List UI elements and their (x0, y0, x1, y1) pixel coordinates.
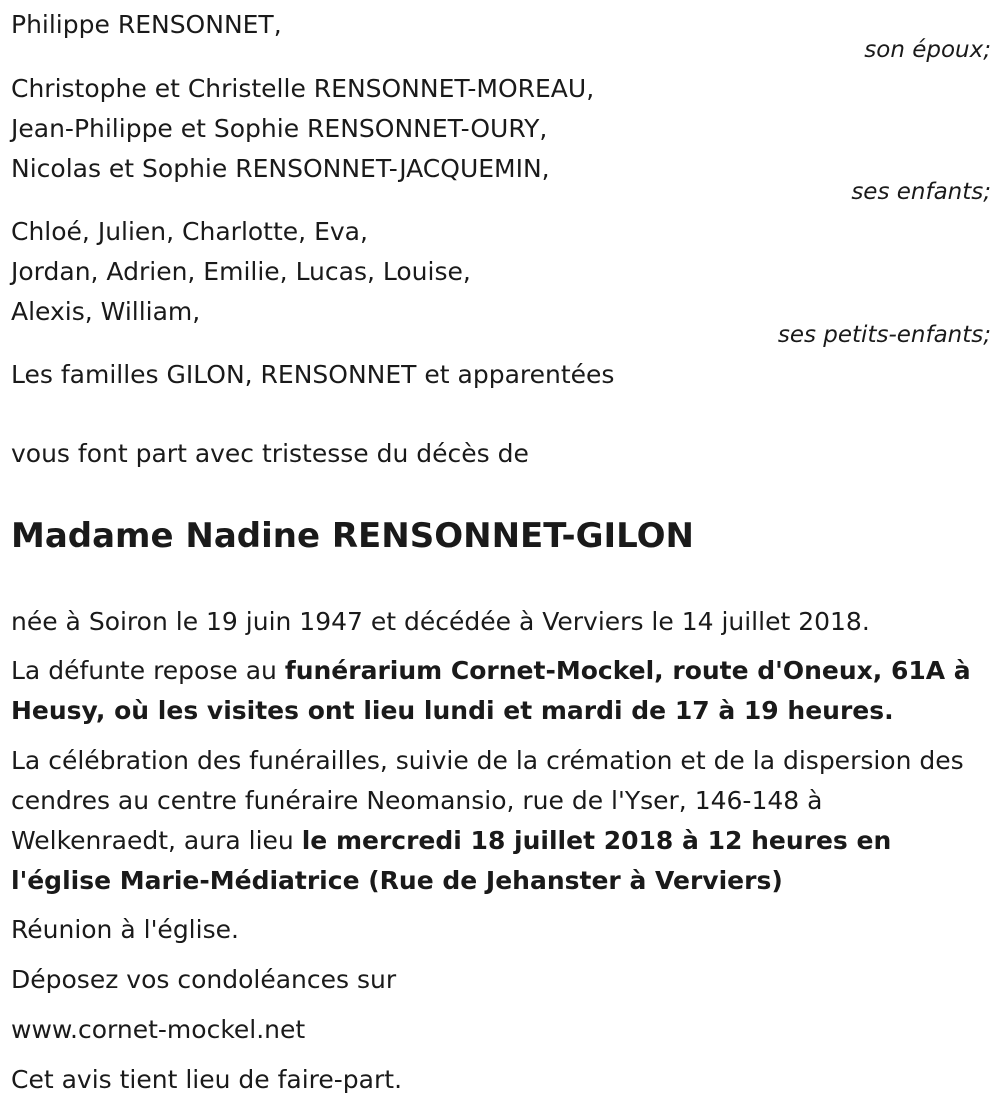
meeting-note: Réunion à l'église. (11, 915, 239, 944)
spouse-name: Philippe RENSONNET, (11, 10, 282, 39)
condolences-text: Déposez vos condoléances sur (11, 965, 397, 994)
ceremony-paragraph (11, 741, 991, 901)
birth-death-dates: née à Soiron le 19 juin 1947 et décédée à Verviers le 14 juillet 2018. (11, 607, 870, 636)
repose-details: funérarium Cornet-Mockel, route d'Oneux, 61A à Heusy, où les visites ont lieu lundi et mardi de 17 à 19 heures. (11, 656, 971, 725)
website-link[interactable]: www.cornet-mockel.net (11, 1015, 306, 1044)
announcement-text: vous font part avec tristesse du décès de (11, 439, 529, 468)
repose-paragraph (11, 651, 991, 731)
ceremony-details: le mercredi 18 juillet 2018 à 12 heures en l'église Marie-Médiatrice (Rue de Jehanster à Verviers) (11, 826, 892, 895)
grandchild-line-2: Jordan, Adrien, Emilie, Lucas, Louise, (11, 257, 471, 286)
children-role: ses enfants; (851, 179, 991, 205)
child-line-1: Christophe et Christelle RENSONNET-MOREAU, (11, 74, 595, 103)
ceremony-intro: La célébration des funérailles, suivie de la crémation et de la dispersion des cendres au centre funéraire Neomansio, rue de l'Yser, 146-148 à Welkenraedt, aura lieu (11, 746, 964, 855)
grandchildren-role: ses petits-enfants; (777, 322, 991, 348)
grandchild-line-1: Chloé, Julien, Charlotte, Eva, (11, 217, 368, 246)
child-line-3: Nicolas et Sophie RENSONNET-JACQUEMIN, (11, 154, 550, 183)
obituary-notice (11, 0, 991, 1115)
extended-families: Les familles GILON, RENSONNET et apparentées (11, 360, 615, 389)
spouse-role: son époux; (864, 37, 991, 63)
grandchild-line-3: Alexis, William, (11, 297, 201, 326)
notice-text: Cet avis tient lieu de faire-part. (11, 1065, 403, 1094)
deceased-name: Madame Nadine RENSONNET-GILON (11, 516, 694, 556)
child-line-2: Jean-Philippe et Sophie RENSONNET-OURY, (11, 114, 548, 143)
repose-intro: La défunte repose au (11, 656, 285, 685)
